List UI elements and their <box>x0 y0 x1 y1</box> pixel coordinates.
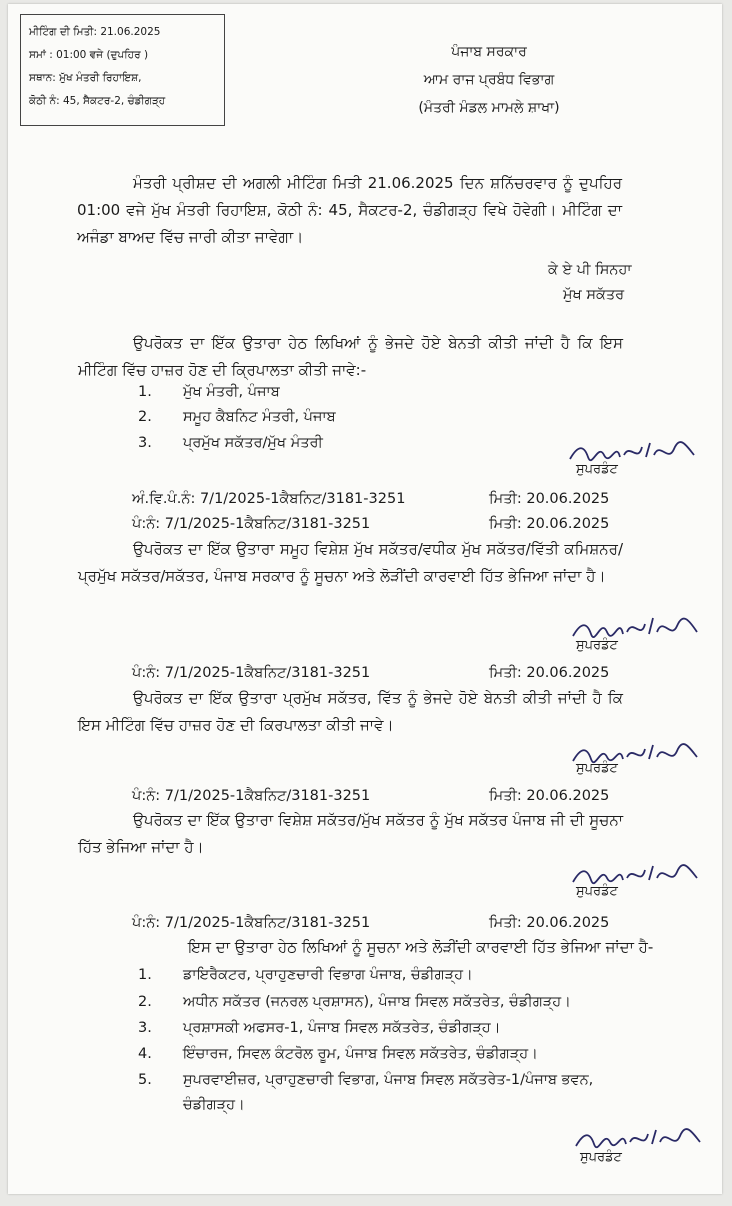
copy5-item-text: ਅਧੀਨ ਸਕੱਤਰ (ਜਨਰਲ ਪ੍ਰਸ਼ਾਸਨ), ਪੰਜਾਬ ਸਿਵਲ ਸਕੱਤਰੇਤ, ਚੰਡੀਗੜ੍ਹ। <box>183 994 571 1010</box>
copy5-item-num: 2. <box>138 994 152 1010</box>
copy5-item-num: 5. <box>138 1072 152 1088</box>
copy5-item-num: 3. <box>138 1020 152 1036</box>
copy1-item-num: 3. <box>138 435 152 451</box>
meeting-time: ਸਮਾਂ : 01:00 ਵਜੇ (ਦੁਪਹਿਰ ) <box>29 49 149 61</box>
copy5-item-text: ਪ੍ਰਸ਼ਾਸਕੀ ਅਫਸਰ-1, ਪੰਜਾਬ ਸਿਵਲ ਸਕੱਤਰੇਤ, ਚੰਡੀਗੜ੍ਹ। <box>183 1020 501 1036</box>
copy5-item-num: 4. <box>138 1046 152 1062</box>
copy1-item-num: 1. <box>138 384 152 400</box>
signature-4-title: ਸੁਪਰਡੰਟ <box>576 884 618 899</box>
signatory-title: ਮੁੱਖ ਸਕੱਤਰ <box>563 287 625 303</box>
copy3-paragraph: ਉਪਰੋਕਤ ਦਾ ਇੱਕ ਉਤਾਰਾ ਪ੍ਰਮੁੱਖ ਸਕੱਤਰ, ਵਿੱਤ ਨੂੰ ਭੇਜਦੇ ਹੋਏ ਬੇਨਤੀ ਕੀਤੀ ਜਾਂਦੀ ਹੈ ਕਿ ਇਸ ਮੀਟਿੰਗ ਵਿੱਚ ਹਾਜ਼ਰ ਹੋਣ ਦੀ ਕਿਰਪਾਲਤਾ ਕੀਤੀ ਜਾਵੇ। <box>78 689 623 734</box>
signature-5-title: ਸੁਪਰਡੰਟ <box>580 1150 622 1165</box>
notice-paragraph: ਮੰਤਰੀ ਪ੍ਰੀਸ਼ਦ ਦੀ ਅਗਲੀ ਮੀਟਿੰਗ ਮਿਤੀ 21.06.2025 ਦਿਨ ਸ਼ਨਿੱਚਰਵਾਰ ਨੂੰ ਦੁਪਹਿਰ 01:00 ਵਜੇ ਮੁੱਖ ਮੰਤਰੀ ਰਿਹਾਇਸ਼, ਕੋਠੀ ਨੰ: 45, ਸੈਕਟਰ-2, ਚੰਡੀਗੜ੍ਹ ਵਿਖੇ ਹੋਵੇਗੀ। ਮੀਟਿੰਗ ਦਾ ਅਜੰਡਾ ਬਾਅਦ ਵਿੱਚ ਜਾਰੀ ਕੀਤਾ ਜਾਵੇਗਾ। <box>77 174 622 246</box>
copy1-item-text: ਸਮੂਹ ਕੈਬਨਿਟ ਮੰਤਰੀ, ਪੰਜਾਬ <box>183 409 336 425</box>
copy2-paragraph: ਉਪਰੋਕਤ ਦਾ ਇੱਕ ਉਤਾਰਾ ਸਮੂਹ ਵਿਸ਼ੇਸ਼ ਮੁੱਖ ਸਕੱਤਰ/ਵਧੀਕ ਮੁੱਖ ਸਕੱਤਰ/ਵਿੱਤੀ ਕਮਿਸ਼ਨਰ/ਪ੍ਰਮੁੱਖ ਸਕੱਤਰ/ਸਕੱਤਰ, ਪੰਜਾਬ ਸਰਕਾਰ ਨੂੰ ਸੂਚਨਾ ਅਤੇ ਲੋੜੀਂਦੀ ਕਾਰਵਾਈ ਹਿੱਤ ਭੇਜਿਆ ਜਾਂਦਾ ਹੈ। <box>78 540 623 585</box>
signatory-name: ਕੇ ਏ ਪੀ ਸਿਨਹਾ <box>548 262 632 278</box>
header-department: ਆਮ ਰਾਜ ਪ੍ਰਬੰਧ ਵਿਭਾਗ <box>423 72 555 88</box>
meeting-info-box <box>20 14 225 126</box>
reference-number: ਪੰ:ਨੰ: 7/1/2025-1ਕੈਬਨਿਟ/3181-3251 <box>132 915 371 931</box>
reference-date: ਮਿਤੀ: 20.06.2025 <box>489 915 610 931</box>
header-government: ਪੰਜਾਬ ਸਰਕਾਰ <box>451 44 527 60</box>
copy5-item-text: ਸੁਪਰਵਾਈਜ਼ਰ, ਪ੍ਰਾਹੁਣਚਾਰੀ ਵਿਭਾਗ, ਪੰਜਾਬ ਸਿਵਲ ਸਕੱਤਰੇਤ-1/ਪੰਜਾਬ ਭਵਨ, <box>183 1072 594 1088</box>
copy5-item-text: ਚੰਡੀਗੜ੍ਹ। <box>183 1097 245 1113</box>
header-branch: (ਮੰਤਰੀ ਮੰਡਲ ਮਾਮਲੇ ਸ਼ਾਖਾ) <box>418 100 560 116</box>
reference-number: ਅੰ.ਵਿ.ਪੰ.ਨੰ: 7/1/2025-1ਕੈਬਨਿਟ/3181-3251 <box>132 491 406 507</box>
reference-date: ਮਿਤੀ: 20.06.2025 <box>489 491 610 507</box>
copy1-item-num: 2. <box>138 409 152 425</box>
meeting-place: ਸਥਾਨ: ਮੁੱਖ ਮੰਤਰੀ ਰਿਹਾਇਸ਼, <box>29 72 142 84</box>
copy5-item-num: 1. <box>138 967 152 983</box>
copy5-item-text: ਡਾਇਰੈਕਟਰ, ਪ੍ਰਾਹੁਣਚਾਰੀ ਵਿਭਾਗ ਪੰਜਾਬ, ਚੰਡੀਗੜ੍ਹ। <box>183 967 473 983</box>
reference-number: ਪੰ:ਨੰ: 7/1/2025-1ਕੈਬਨਿਟ/3181-3251 <box>132 788 371 804</box>
copy5-item-text: ਇੰਚਾਰਜ, ਸਿਵਲ ਕੰਟਰੋਲ ਰੂਮ, ਪੰਜਾਬ ਸਿਵਲ ਸਕੱਤਰੇਤ, ਚੰਡੀਗੜ੍ਹ। <box>183 1046 538 1062</box>
meeting-address: ਕੋਠੀ ਨੰ: 45, ਸੈਕਟਰ-2, ਚੰਡੀਗੜ੍ਹ <box>29 95 166 107</box>
reference-number: ਪੰ:ਨੰ: 7/1/2025-1ਕੈਬਨਿਟ/3181-3251 <box>132 516 371 532</box>
copy1-item-text: ਪ੍ਰਮੁੱਖ ਸਕੱਤਰ/ਮੁੱਖ ਮੰਤਰੀ <box>183 435 323 451</box>
signature-2-title: ਸੁਪਰਡੰਟ <box>576 638 618 653</box>
document-page <box>8 4 722 1194</box>
signature-3-title: ਸੁਪਰਡੰਟ <box>576 761 618 776</box>
copy1-item-text: ਮੁੱਖ ਮੰਤਰੀ, ਪੰਜਾਬ <box>183 384 280 400</box>
copy1-paragraph: ਉਪਰੋਕਤ ਦਾ ਇੱਕ ਉਤਾਰਾ ਹੇਠ ਲਿਖਿਆਂ ਨੂੰ ਭੇਜਦੇ ਹੋਏ ਬੇਨਤੀ ਕੀਤੀ ਜਾਂਦੀ ਹੈ ਕਿ ਇਸ ਮੀਟਿੰਗ ਵਿੱਚ ਹਾਜ਼ਰ ਹੋਣ ਦੀ ਕ੍ਰਿਪਾਲਤਾ ਕੀਤੀ ਜਾਵੇ:- <box>78 334 623 379</box>
reference-date: ਮਿਤੀ: 20.06.2025 <box>489 516 610 532</box>
reference-date: ਮਿਤੀ: 20.06.2025 <box>489 788 610 804</box>
reference-number: ਪੰ:ਨੰ: 7/1/2025-1ਕੈਬਨਿਟ/3181-3251 <box>132 665 371 681</box>
copy5-paragraph: ਇਸ ਦਾ ਉਤਾਰਾ ਹੇਠ ਲਿਖਿਆਂ ਨੂੰ ਸੂਚਨਾ ਅਤੇ ਲੋੜੀਂਦੀ ਕਾਰਵਾਈ ਹਿੱਤ ਭੇਜਿਆ ਜਾਂਦਾ ਹੈ- <box>188 938 654 956</box>
signature-1-title: ਸੁਪਰਡੰਟ <box>576 462 618 477</box>
meeting-date: ਮੀਟਿੰਗ ਦੀ ਮਿਤੀ: 21.06.2025 <box>29 26 161 38</box>
reference-date: ਮਿਤੀ: 20.06.2025 <box>489 665 610 681</box>
copy4-paragraph: ਉਪਰੋਕਤ ਦਾ ਇੱਕ ਉਤਾਰਾ ਵਿਸ਼ੇਸ਼ ਸਕੱਤਰ/ਮੁੱਖ ਸਕੱਤਰ ਨੂੰ ਮੁੱਖ ਸਕੱਤਰ ਪੰਜਾਬ ਜੀ ਦੀ ਸੂਚਨਾ ਹਿੱਤ ਭੇਜਿਆ ਜਾਂਦਾ ਹੈ। <box>78 811 623 856</box>
